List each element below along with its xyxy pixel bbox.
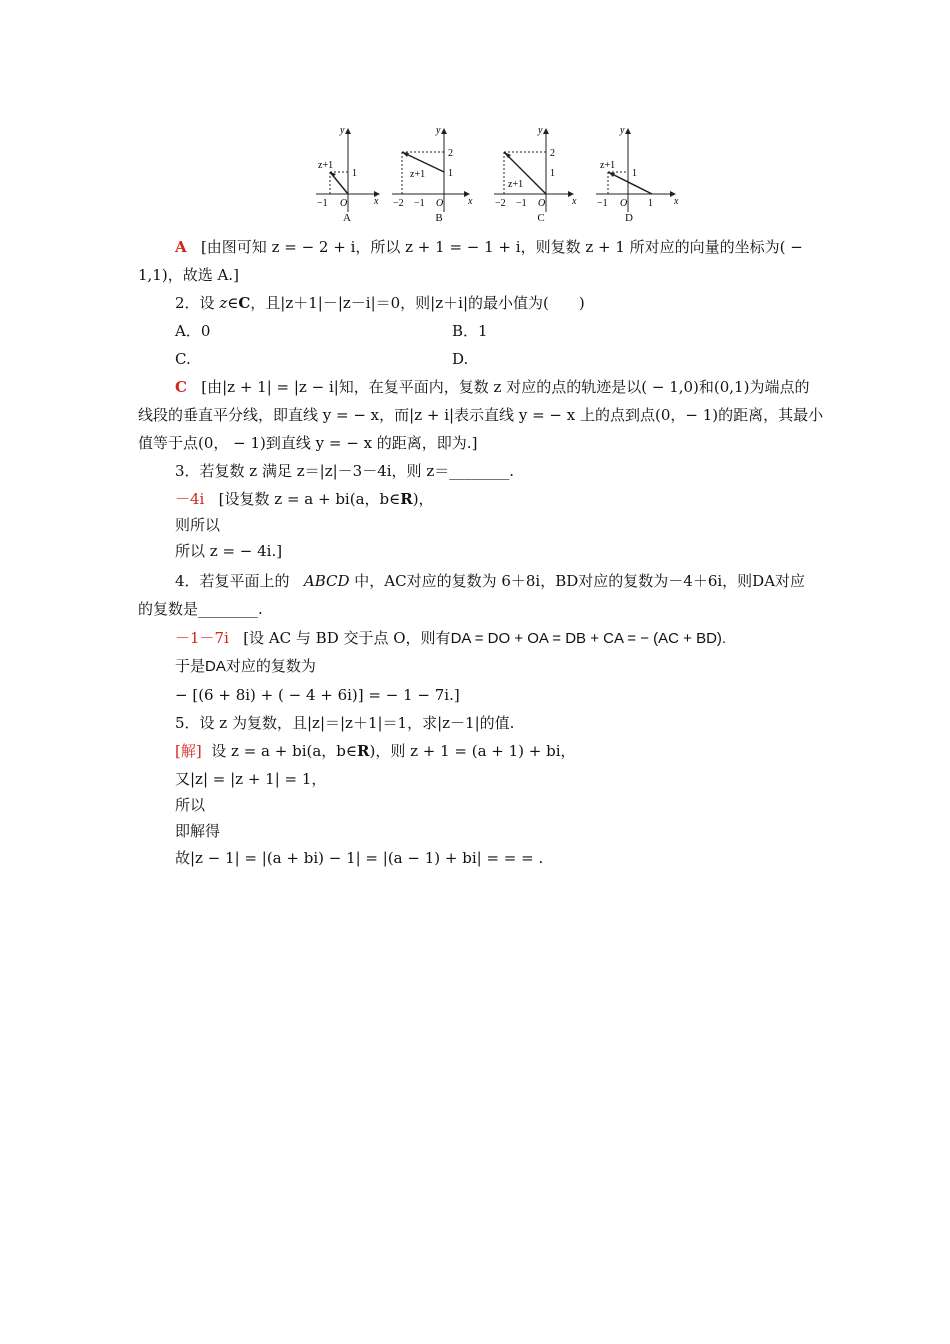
z-plus-1-label: z+1 <box>508 179 524 190</box>
q4-vector-da: DA <box>205 658 226 675</box>
figure-d-graph <box>594 122 684 217</box>
q2-option-c: C. <box>175 350 191 368</box>
q4-vector-equation: DA = DO + OA = DB + CA = − (AC + BD). <box>450 630 727 647</box>
tick-1: 1 <box>632 168 637 179</box>
tick-neg1: −1 <box>317 198 328 209</box>
q3-solution-3: 所以 z = − 4i.] <box>175 542 283 560</box>
q2-answer-letter: C <box>175 378 187 396</box>
q5-set-r: R <box>357 742 370 760</box>
q4-solution-2c: 对应的复数为 <box>225 657 316 675</box>
q5-solution-3: 所以 <box>175 796 206 814</box>
q4-stem-prefix: 4．若复平面上的 <box>175 572 290 590</box>
tick-neg2: −2 <box>393 198 404 209</box>
q3-answer: －4i <box>175 490 205 508</box>
q5-solution-4: 即解得 <box>175 822 221 840</box>
q2-option-d: D. <box>452 350 469 368</box>
origin-label: O <box>340 198 348 209</box>
q1-answer-line2: 1,1)，故选 A.] <box>138 266 239 284</box>
q5-stem: 5．设 z 为复数，且|z|＝|z＋1|＝1，求|z－1|的值. <box>175 714 515 732</box>
tick-1-x: 1 <box>648 198 653 209</box>
q2-solution-text: [由|z + 1| = |z − i|知，在复平面内，复数 z 对应的点的轨迹是以( − 1,0)和(0,1)为端点的 <box>201 378 810 396</box>
q2-answer-line1 <box>175 377 809 397</box>
figure-a <box>312 122 398 232</box>
figure-d <box>594 122 680 232</box>
q2-variable-z: z <box>219 294 228 312</box>
figure-caption: D <box>625 212 633 224</box>
q3-answer-line1 <box>175 489 434 509</box>
q4-answer-line1 <box>175 628 726 649</box>
q5-solution-1a: 设 z = a + bi(a，b∈ <box>211 742 357 760</box>
origin-label: O <box>620 198 628 209</box>
q3-set-r: R <box>400 490 413 508</box>
q1-answer-line1 <box>175 237 803 257</box>
tick-neg2: −2 <box>495 198 506 209</box>
y-axis-label: y <box>620 125 625 136</box>
tick-neg1: −1 <box>597 198 608 209</box>
figure-caption: B <box>435 212 443 224</box>
y-axis-label: y <box>436 125 441 136</box>
z-plus-1-label: z+1 <box>318 160 334 171</box>
tick-2: 2 <box>550 148 555 159</box>
q2-set-c: C <box>238 294 251 312</box>
y-axis-label: y <box>340 125 345 136</box>
q4-abcd: ABCD <box>303 572 350 590</box>
q3-solution-1: [设复数 z = a + bi(a，b∈ <box>218 490 401 508</box>
z-plus-1-label: z+1 <box>600 160 616 171</box>
q4-solution-1: [设 AC 与 BD 交于点 O，则有 <box>243 629 451 647</box>
tick-neg1: −1 <box>516 198 527 209</box>
q3-solution-1-end: )， <box>412 490 434 508</box>
figure-c-graph <box>492 122 582 217</box>
x-axis-label: x <box>572 196 577 207</box>
q2-option-a: A．0 <box>175 322 211 340</box>
q5-solution-tag: [解] <box>175 742 202 760</box>
q5-solution-2: 又|z| = |z + 1| = 1， <box>175 770 327 788</box>
figure-b <box>390 122 476 232</box>
q5-solution-5: 故|z − 1| = |(a + bi) − 1| = |(a − 1) + bi| = = = . <box>175 849 544 867</box>
tick-1: 1 <box>352 168 357 179</box>
x-axis-label: x <box>374 196 379 207</box>
y-axis-label: y <box>538 125 543 136</box>
q2-stem <box>175 293 585 313</box>
tick-1: 1 <box>550 168 555 179</box>
x-axis-label: x <box>674 196 679 207</box>
origin-label: O <box>436 198 444 209</box>
origin-label: O <box>538 198 546 209</box>
q4-stem-rest: 中，AC对应的复数为 6＋8i，BD对应的复数为－4＋6i，则DA对应 <box>349 572 806 590</box>
tick-neg1: −1 <box>414 198 425 209</box>
tick-1: 1 <box>448 168 453 179</box>
q4-solution-2a: 于是 <box>175 657 206 675</box>
tick-2: 2 <box>448 148 453 159</box>
q3-solution-2: 则所以 <box>175 516 221 534</box>
q2-stem-rest: ，且|z＋1|－|z－i|＝0，则|z＋i|的最小值为( ) <box>250 294 585 312</box>
q2-answer-line3: 值等于点(0， − 1)到直线 y = − x 的距离，即为.] <box>138 434 478 452</box>
q2-element-of: ∈ <box>227 294 239 312</box>
q2-answer-line2: 线段的垂直平分线，即直线 y = − x，而|z + i|表示直线 y = − x 上的点到点(0，− 1)的距离，其最小 <box>138 406 824 424</box>
q4-stem <box>175 571 805 591</box>
q1-solution-text: [由图可知 z = − 2 + i，所以 z + 1 = − 1 + i，则复数 z + 1 所对应的向量的坐标为( − <box>200 238 803 256</box>
z-plus-1-label: z+1 <box>410 169 426 180</box>
figure-caption: C <box>537 212 545 224</box>
q1-answer-letter: A <box>175 238 187 256</box>
answer-figures <box>312 122 684 232</box>
q2-option-b: B．1 <box>452 322 488 340</box>
figure-a-graph <box>312 122 398 217</box>
q2-stem-prefix: 2．设 <box>175 294 220 312</box>
figure-caption: A <box>343 212 351 224</box>
q3-stem: 3．若复数 z 满足 z＝|z|－3－4i，则 z＝________. <box>175 462 514 480</box>
q5-solution-1b: )，则 z + 1 = (a + 1) + bi， <box>369 742 576 760</box>
q4-solution-2 <box>175 656 316 677</box>
x-axis-label: x <box>468 196 473 207</box>
q4-answer: －1－7i <box>175 629 229 647</box>
q4-stem-line2: 的复数是________. <box>138 600 263 618</box>
figure-c <box>492 122 578 232</box>
figure-b-graph <box>390 122 480 217</box>
q4-solution-3: − [(6 + 8i) + ( − 4 + 6i)] = − 1 − 7i.] <box>175 686 460 704</box>
q5-solution-1 <box>175 741 576 761</box>
